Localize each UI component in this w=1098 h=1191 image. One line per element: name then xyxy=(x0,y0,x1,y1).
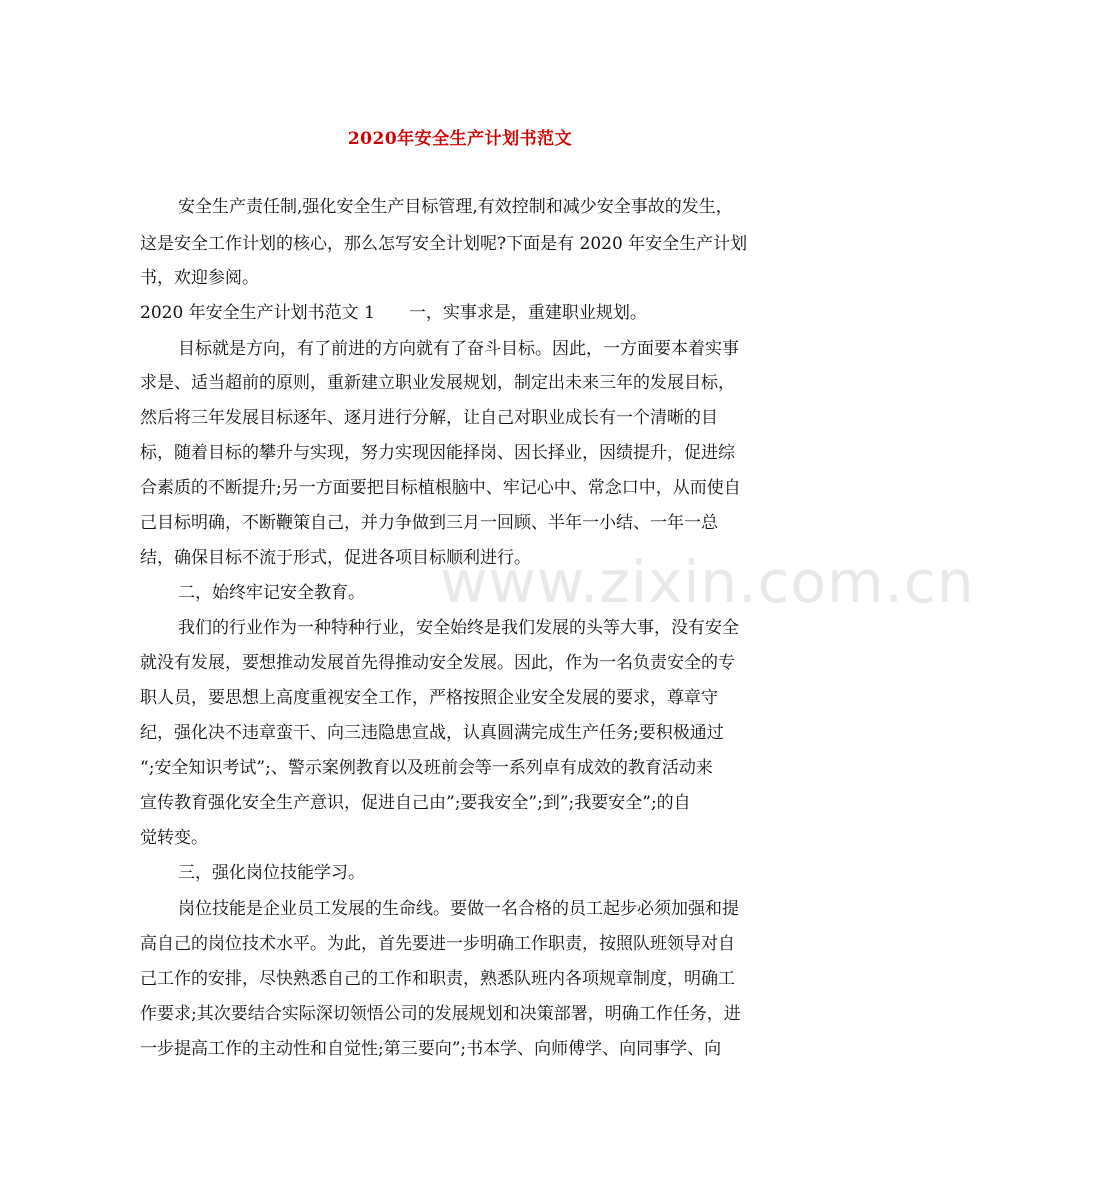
body-line: 就没有发展，要想推动发展首先得推动安全发展。因此，作为一名负责安全的专 xyxy=(140,653,735,673)
watermark: www.zixin.com.cn xyxy=(440,548,975,616)
body-line: 职人员，要思想上高度重视安全工作，严格按照企业安全发展的要求，尊章守 xyxy=(140,688,718,708)
body-line: 高自己的岗位技术水平。为此，首先要进一步明确工作职责，按照队班领导对自 xyxy=(140,934,735,954)
body-line: 这是安全工作计划的核心，那么怎写安全计划呢?下面是有 2020 年安全生产计划 xyxy=(140,234,748,254)
body-line: 我们的行业作为一种特种行业，安全始终是我们发展的头等大事，没有安全 xyxy=(178,618,739,638)
body-line: 书，欢迎参阅。 xyxy=(140,268,259,288)
body-line: 求是、适当超前的原则，重新建立职业发展规划，制定出未来三年的发展目标， xyxy=(140,373,735,393)
body-line: 安全生产责任制,强化安全生产目标管理,有效控制和减少安全事故的发生， xyxy=(178,197,733,217)
body-line: 己目标明确，不断鞭策自己，并力争做到三月一回顾、半年一小结、一年一总 xyxy=(140,513,718,533)
body-line: 标，随着目标的攀升与实现，努力实现因能择岗、因长择业，因绩提升，促进综 xyxy=(140,443,735,463)
document-title: 2020年安全生产计划书范文 xyxy=(347,129,573,149)
body-line: 宣传教育强化安全生产意识，促进自己由”;要我安全”;到”;我要安全”;的自 xyxy=(140,793,691,813)
body-line: 一步提高工作的主动性和自觉性;第三要向”;书本学、向师傅学、向同事学、向 xyxy=(140,1039,722,1059)
body-line: 然后将三年发展目标逐年、逐月进行分解，让自己对职业成长有一个清晰的目 xyxy=(140,408,718,428)
section-heading: 2020 年安全生产计划书范文 1 一，实事求是，重建职业规划。 xyxy=(140,303,647,323)
body-line: 岗位技能是企业员工发展的生命线。要做一名合格的员工起步必须加强和提 xyxy=(178,899,739,919)
body-line: 作要求;其次要结合实际深切领悟公司的发展规划和决策部署，明确工作任务，进 xyxy=(140,1004,741,1024)
body-line: “;安全知识考试”;、警示案例教育以及班前会等一系列卓有成效的教育活动来 xyxy=(140,758,713,778)
body-line: 己工作的安排，尽快熟悉自己的工作和职责，熟悉队班内各项规章制度，明确工 xyxy=(140,969,735,989)
section-heading: 三，强化岗位技能学习。 xyxy=(178,863,365,883)
body-line: 纪，强化决不违章蛮干、向三违隐患宣战，认真圆满完成生产任务;要积极通过 xyxy=(140,723,724,743)
section-heading: 二，始终牢记安全教育。 xyxy=(178,583,365,603)
body-line: 结，确保目标不流于形式，促进各项目标顺利进行。 xyxy=(140,548,531,568)
body-line: 目标就是方向，有了前进的方向就有了奋斗目标。因此，一方面要本着实事 xyxy=(178,339,739,359)
body-line: 合素质的不断提升;另一方面要把目标植根脑中、牢记心中、常念口中，从而使自 xyxy=(140,478,741,498)
body-line: 觉转变。 xyxy=(140,828,208,848)
